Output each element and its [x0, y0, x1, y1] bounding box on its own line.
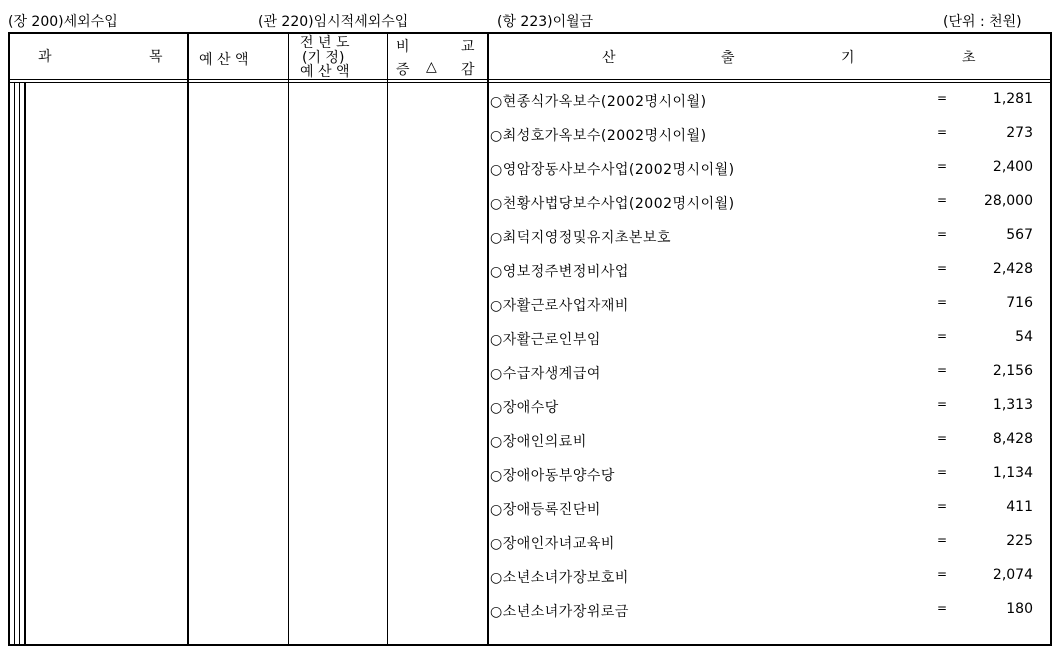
col-compare-b: 교 — [461, 39, 475, 55]
calc-item-label: ○소년소녀가장보호비 — [490, 570, 629, 586]
equals-sign: = — [937, 465, 948, 479]
calc-item-label: ○장애등록진단비 — [490, 502, 601, 518]
calc-item-label: ○천황사법당보수사업(2002명시이월) — [490, 196, 735, 212]
chapter-label: (장 200)세외수입 — [8, 14, 118, 30]
equals-sign: = — [937, 499, 948, 513]
calc-amount: 8,428 — [992, 431, 1033, 447]
header-divider-2 — [8, 82, 1052, 83]
col-compare-e: 감 — [461, 62, 475, 78]
unit-label: (단위 : 천원) — [943, 14, 1022, 30]
subject-subline-2 — [19, 82, 20, 646]
calc-row — [490, 431, 1046, 465]
col-subject-right: 목 — [149, 49, 163, 65]
calc-row — [490, 465, 1046, 499]
equals-sign: = — [937, 125, 948, 139]
calc-row — [490, 125, 1046, 159]
equals-sign: = — [937, 533, 948, 547]
calc-item-label: ○영보정주변정비사업 — [490, 264, 629, 280]
col-divider-subject — [187, 32, 189, 646]
item-label: (항 223)이월금 — [497, 14, 594, 30]
calc-row — [490, 363, 1046, 397]
col-subject-left: 과 — [38, 49, 52, 65]
calc-amount: 716 — [1006, 295, 1033, 311]
header-divider — [8, 79, 1052, 80]
col-compare-a: 비 — [396, 39, 410, 55]
col-calc-1: 산 — [602, 50, 616, 66]
calc-amount: 567 — [1006, 227, 1033, 243]
equals-sign: = — [937, 567, 948, 581]
col-divider-prev — [387, 32, 388, 646]
col-calc-2: 출 — [721, 50, 735, 66]
calc-amount: 1,313 — [992, 397, 1033, 413]
section-label: (관 220)임시적세외수입 — [258, 14, 409, 30]
col-calc-4: 초 — [962, 50, 976, 66]
calc-item-label: ○소년소녀가장위로금 — [490, 604, 629, 620]
equals-sign: = — [937, 363, 948, 377]
col-calc-3: 기 — [841, 50, 855, 66]
col-budget: 예 산 액 — [199, 52, 249, 68]
calc-amount: 2,400 — [992, 159, 1033, 175]
col-prev-line3: 예 산 액 — [300, 64, 350, 80]
col-divider-compare — [487, 32, 489, 646]
calc-row — [490, 91, 1046, 125]
equals-sign: = — [937, 295, 948, 309]
calc-row — [490, 159, 1046, 193]
calc-item-label: ○현종식가옥보수(2002명시이월) — [490, 94, 707, 110]
calc-row — [490, 329, 1046, 363]
equals-sign: = — [937, 601, 948, 615]
calc-row — [490, 193, 1046, 227]
calc-item-label: ○자활근로사업자재비 — [490, 298, 629, 314]
col-compare-c: 증 — [396, 62, 410, 78]
subject-subline-3 — [24, 82, 26, 646]
calc-amount: 411 — [1006, 499, 1033, 515]
col-divider-budget — [288, 32, 289, 646]
col-compare-d: △ — [426, 59, 437, 75]
col-prev-line2: (기 정) — [302, 50, 345, 66]
calc-amount: 2,074 — [992, 567, 1033, 583]
calc-row — [490, 533, 1046, 567]
calc-amount: 54 — [1015, 329, 1033, 345]
calc-row — [490, 261, 1046, 295]
calc-item-label: ○영암장동사보수사업(2002명시이월) — [490, 162, 735, 178]
calc-row — [490, 397, 1046, 431]
calc-row — [490, 567, 1046, 601]
equals-sign: = — [937, 261, 948, 275]
calc-amount: 225 — [1006, 533, 1033, 549]
calc-row — [490, 499, 1046, 533]
calc-amount: 2,428 — [992, 261, 1033, 277]
calc-amount: 180 — [1006, 601, 1033, 617]
calc-amount: 273 — [1006, 125, 1033, 141]
calc-amount: 28,000 — [984, 193, 1033, 209]
calc-amount: 2,156 — [992, 363, 1033, 379]
calc-item-label: ○장애수당 — [490, 400, 559, 416]
calc-item-label: ○최덕지영정및유지초본보호 — [490, 230, 672, 246]
calc-item-label: ○장애아동부양수당 — [490, 468, 615, 484]
equals-sign: = — [937, 397, 948, 411]
equals-sign: = — [937, 329, 948, 343]
equals-sign: = — [937, 193, 948, 207]
calc-item-label: ○장애인자녀교육비 — [490, 536, 615, 552]
calc-item-label: ○자활근로인부임 — [490, 332, 601, 348]
equals-sign: = — [937, 227, 948, 241]
calc-amount: 1,134 — [992, 465, 1033, 481]
equals-sign: = — [937, 159, 948, 173]
equals-sign: = — [937, 91, 948, 105]
calc-row — [490, 295, 1046, 329]
equals-sign: = — [937, 431, 948, 445]
calc-row — [490, 601, 1046, 635]
subject-subline-1 — [14, 82, 15, 646]
calc-item-label: ○최성호가옥보수(2002명시이월) — [490, 128, 707, 144]
calc-item-label: ○수급자생계급여 — [490, 366, 601, 382]
calc-amount: 1,281 — [992, 91, 1033, 107]
col-prev-line1: 전 년 도 — [300, 35, 350, 51]
calc-row — [490, 227, 1046, 261]
calc-item-label: ○장애인의료비 — [490, 434, 587, 450]
